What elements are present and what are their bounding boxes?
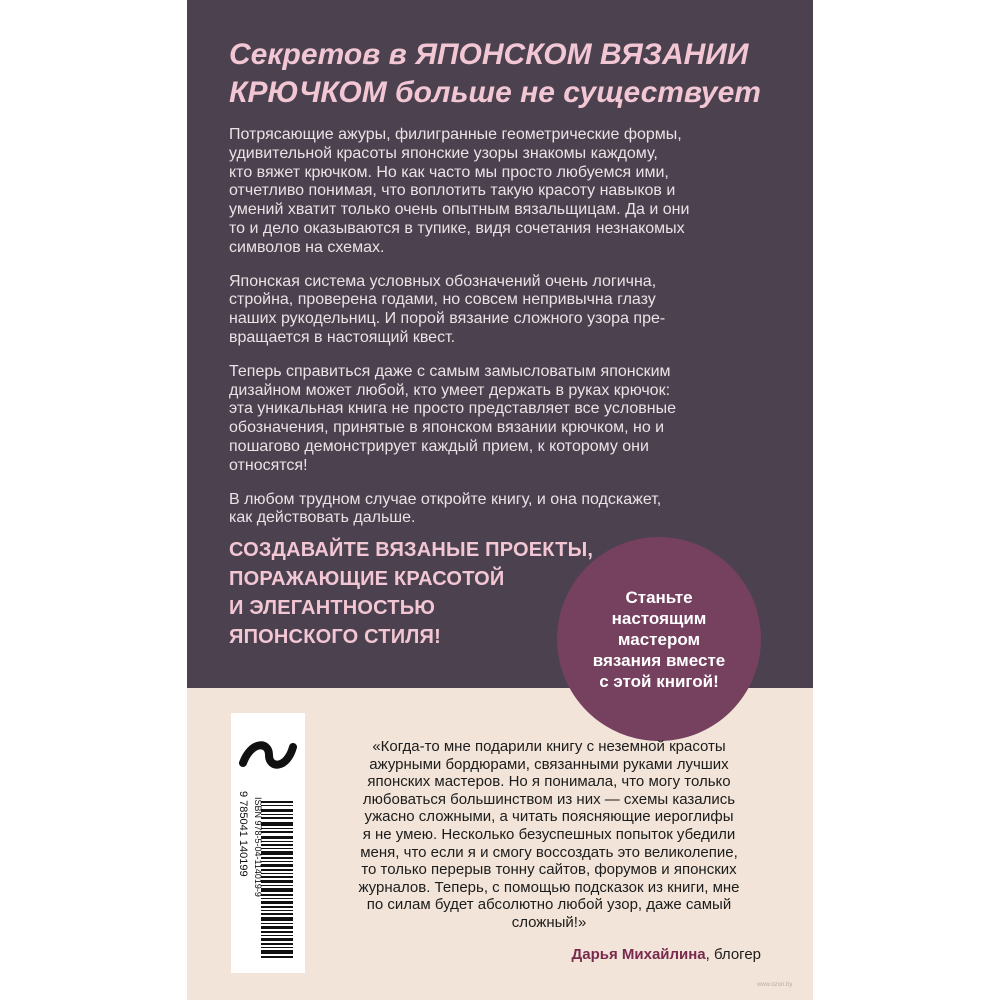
headline-line: Секретов в ЯПОНСКОМ ВЯЗАНИИ — [229, 38, 749, 71]
quote-line: ажурными бордюрами, связанными руками лучших — [369, 755, 729, 773]
paragraph-line: как действовать дальше. — [229, 509, 416, 527]
quote-line: японских мастеров. Но я понимала, что могу только — [367, 773, 731, 791]
cover-headline — [229, 36, 789, 112]
paragraph-line: вращается в настоящий квест. — [229, 328, 456, 346]
barcode-digits: 9 785041 140199 — [237, 791, 249, 877]
slogan-line: И ЭЛЕГАНТНОСТЬЮ — [229, 597, 436, 619]
paragraph — [229, 491, 771, 529]
publisher-logo-icon — [239, 725, 297, 781]
author-name: Дарья Михайлина — [571, 946, 706, 963]
publisher-barcode-panel — [231, 713, 305, 973]
promo-line: Станьте — [625, 587, 693, 607]
barcode-icon — [239, 789, 297, 967]
quote-line: по силам будет абсолютно любой узор, даже самый — [366, 896, 732, 914]
paragraph-line: кто вяжет крючком. Но как часто мы просто любуемся ими, — [229, 163, 669, 181]
slogan-line: СОЗДАВАЙТЕ ВЯЗАНЫЕ ПРОЕКТЫ, — [229, 539, 594, 561]
paragraph-line: дизайном может любой, кто умеет держать в руках крючок: — [229, 381, 671, 399]
quote-line: то только перерыв тонну сайтов, форумов и японских — [361, 861, 737, 879]
paragraph-line: Японская система условных обозначений очень логична, — [229, 272, 657, 290]
quote-line: «Когда-то мне подарили книгу с неземной красоты — [372, 738, 726, 755]
promo-text — [593, 587, 725, 692]
paragraph — [229, 273, 771, 348]
paragraph-line: пошагово демонстрирует каждый прием, к которому они — [229, 437, 649, 455]
paragraph-line: обозначения, принятые в японском вязании крючком, но и — [229, 419, 665, 437]
promo-line: мастером — [617, 629, 701, 649]
headline-line: КРЮЧКОМ больше не существует — [229, 76, 761, 109]
description-text — [229, 126, 771, 543]
paragraph-line: наших рукодельниц. И порой вязание сложного узора пре- — [229, 310, 666, 328]
quote-line: ужасно сложными, а читать поясняющие иероглифы — [364, 808, 734, 826]
paragraph-line: Теперь справиться даже с самым замысловатым японским — [229, 362, 671, 380]
paragraph-line: умений хватит только очень опытным вязальщицам. Да и они — [229, 201, 690, 219]
quote-line: меня, что если я и смогу воссоздать это великолепие, — [360, 843, 738, 861]
paragraph-line: удивительной красоты японские узоры знакомы каждому, — [229, 144, 658, 162]
paragraph-line: Потрясающие ажуры, филигранные геометрические формы, — [229, 126, 682, 143]
quote-line: я не умею. Несколько безуспешных попыток убедили — [362, 825, 736, 843]
quote-line: журналов. Теперь, с помощью подсказок из книги, мне — [358, 878, 740, 896]
slogan-line: ЯПОНСКОГО СТИЛЯ! — [229, 626, 441, 648]
watermark: www.ozon.by — [757, 982, 793, 988]
paragraph-line: эта уникальная книга не просто представляет все условные — [229, 400, 676, 418]
author-role: , блогер — [705, 946, 761, 963]
book-back-cover — [187, 0, 813, 1000]
promo-circle-badge — [557, 537, 761, 741]
paragraph-line: то и дело оказываются в тупике, видя сочетания незнакомых — [229, 219, 685, 237]
paragraph-line: относятся! — [229, 456, 308, 474]
paragraph — [229, 363, 771, 476]
quote-author — [572, 946, 761, 963]
paragraph-line: В любом трудном случае откройте книгу, и она подскажет, — [229, 490, 662, 508]
quote-line: сложный!» — [511, 913, 587, 931]
paragraph-line: отчетливо понимая, что воплотить такую красоту навыков и — [229, 182, 676, 200]
slogan-line: ПОРАЖАЮЩИЕ КРАСОТОЙ — [229, 568, 505, 590]
paragraph — [229, 126, 771, 258]
isbn-label: ISBN 978-5-04-114019-9 — [253, 797, 263, 897]
promo-line: вязания вместе — [592, 650, 726, 670]
slogan — [229, 536, 594, 652]
quote-line: любоваться большинством из них — схемы казались — [362, 790, 736, 808]
paragraph-line: символов на схемах. — [229, 238, 385, 256]
testimonial-quote — [335, 738, 763, 932]
promo-line: настоящим — [611, 608, 707, 628]
promo-line: с этой книгой! — [599, 671, 719, 691]
paragraph-line: стройна, проверена годами, но совсем непривычна глазу — [229, 291, 656, 309]
